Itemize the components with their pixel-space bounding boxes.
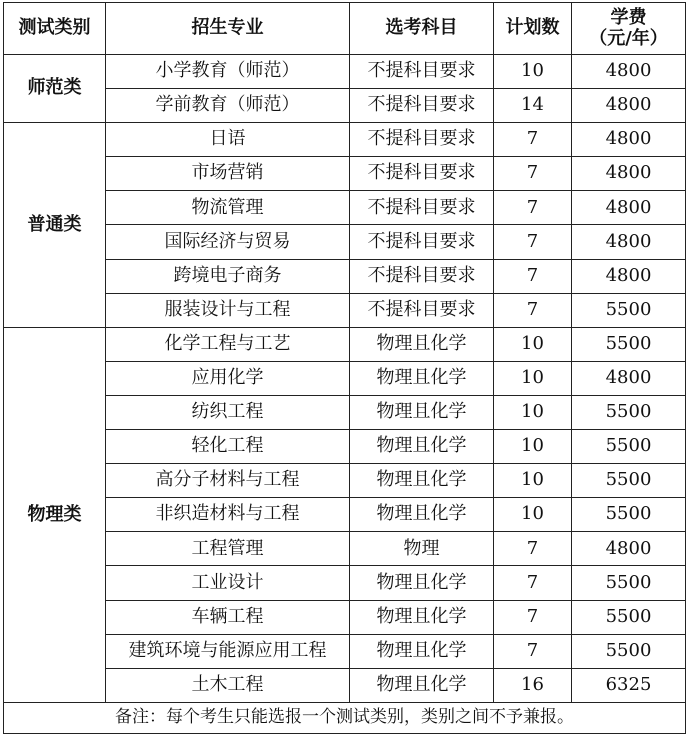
subjects-cell: 物理且化学: [350, 634, 494, 668]
table-row: [4, 327, 686, 361]
table-row: [4, 668, 686, 702]
fee-cell: 5500: [572, 498, 686, 532]
note-row: [4, 703, 686, 734]
subjects-cell: 物理且化学: [350, 361, 494, 395]
major-cell: 学前教育（师范）: [106, 89, 350, 123]
enrollment-table: [3, 2, 686, 734]
table-row: [4, 395, 686, 429]
category-cell: 普通类: [4, 123, 106, 328]
plan-cell: 7: [494, 566, 572, 600]
plan-cell: 7: [494, 123, 572, 157]
fee-cell: 5500: [572, 566, 686, 600]
subjects-cell: 物理且化学: [350, 430, 494, 464]
header-row: [4, 3, 686, 55]
major-cell: 跨境电子商务: [106, 259, 350, 293]
header-major: 招生专业: [106, 3, 350, 55]
plan-cell: 7: [494, 191, 572, 225]
table-row: [4, 600, 686, 634]
subjects-cell: 物理且化学: [350, 395, 494, 429]
fee-cell: 4800: [572, 157, 686, 191]
plan-cell: 7: [494, 532, 572, 566]
subjects-cell: 不提科目要求: [350, 123, 494, 157]
major-cell: 小学教育（师范）: [106, 55, 350, 89]
table-row: [4, 225, 686, 259]
major-cell: 车辆工程: [106, 600, 350, 634]
major-cell: 国际经济与贸易: [106, 225, 350, 259]
major-cell: 纺织工程: [106, 395, 350, 429]
fee-cell: 5500: [572, 600, 686, 634]
subjects-cell: 物理且化学: [350, 327, 494, 361]
subjects-cell: 物理且化学: [350, 668, 494, 702]
footnote: 备注：每个考生只能选报一个测试类别，类别之间不予兼报。: [4, 703, 686, 734]
table-row: [4, 293, 686, 327]
plan-cell: 7: [494, 600, 572, 634]
fee-cell: 4800: [572, 191, 686, 225]
header-fee-line1: 学费: [610, 6, 647, 28]
table-row: [4, 55, 686, 89]
plan-cell: 10: [494, 395, 572, 429]
plan-cell: 10: [494, 498, 572, 532]
fee-cell: 5500: [572, 464, 686, 498]
table-row: [4, 430, 686, 464]
major-cell: 非织造材料与工程: [106, 498, 350, 532]
plan-cell: 16: [494, 668, 572, 702]
table-row: [4, 259, 686, 293]
table-row: [4, 532, 686, 566]
table-row: [4, 566, 686, 600]
subjects-cell: 物理且化学: [350, 600, 494, 634]
plan-cell: 7: [494, 225, 572, 259]
plan-cell: 7: [494, 293, 572, 327]
plan-cell: 10: [494, 361, 572, 395]
major-cell: 高分子材料与工程: [106, 464, 350, 498]
category-cell: 师范类: [4, 55, 106, 123]
plan-cell: 10: [494, 55, 572, 89]
major-cell: 土木工程: [106, 668, 350, 702]
plan-cell: 10: [494, 327, 572, 361]
fee-cell: 5500: [572, 430, 686, 464]
table-row: [4, 89, 686, 123]
fee-cell: 4800: [572, 532, 686, 566]
plan-cell: 10: [494, 430, 572, 464]
fee-cell: 4800: [572, 123, 686, 157]
major-cell: 应用化学: [106, 361, 350, 395]
fee-cell: 6325: [572, 668, 686, 702]
table-row: [4, 634, 686, 668]
plan-cell: 7: [494, 634, 572, 668]
plan-cell: 10: [494, 464, 572, 498]
category-cell: 物理类: [4, 327, 106, 702]
fee-cell: 4800: [572, 89, 686, 123]
table-row: [4, 361, 686, 395]
fee-cell: 5500: [572, 634, 686, 668]
major-cell: 化学工程与工艺: [106, 327, 350, 361]
fee-cell: 5500: [572, 293, 686, 327]
subjects-cell: 物理: [350, 532, 494, 566]
table-body: [4, 55, 686, 703]
subjects-cell: 不提科目要求: [350, 225, 494, 259]
header-subjects: 选考科目: [350, 3, 494, 55]
fee-cell: 5500: [572, 395, 686, 429]
fee-cell: 4800: [572, 259, 686, 293]
subjects-cell: 不提科目要求: [350, 55, 494, 89]
table-row: [4, 123, 686, 157]
subjects-cell: 不提科目要求: [350, 157, 494, 191]
fee-cell: 4800: [572, 361, 686, 395]
plan-cell: 7: [494, 259, 572, 293]
fee-cell: 4800: [572, 225, 686, 259]
subjects-cell: 物理且化学: [350, 498, 494, 532]
header-fee-line2: （元/年）: [589, 27, 668, 49]
header-category: 测试类别: [4, 3, 106, 55]
header-fee: [572, 3, 686, 55]
subjects-cell: 物理且化学: [350, 566, 494, 600]
header-plan: 计划数: [494, 3, 572, 55]
plan-cell: 14: [494, 89, 572, 123]
subjects-cell: 不提科目要求: [350, 293, 494, 327]
major-cell: 市场营销: [106, 157, 350, 191]
table-row: [4, 191, 686, 225]
fee-cell: 4800: [572, 55, 686, 89]
fee-cell: 5500: [572, 327, 686, 361]
plan-cell: 7: [494, 157, 572, 191]
subjects-cell: 不提科目要求: [350, 191, 494, 225]
subjects-cell: 物理且化学: [350, 464, 494, 498]
major-cell: 建筑环境与能源应用工程: [106, 634, 350, 668]
major-cell: 工业设计: [106, 566, 350, 600]
major-cell: 工程管理: [106, 532, 350, 566]
major-cell: 日语: [106, 123, 350, 157]
table-row: [4, 157, 686, 191]
major-cell: 轻化工程: [106, 430, 350, 464]
table-row: [4, 464, 686, 498]
subjects-cell: 不提科目要求: [350, 259, 494, 293]
major-cell: 服装设计与工程: [106, 293, 350, 327]
major-cell: 物流管理: [106, 191, 350, 225]
table-row: [4, 498, 686, 532]
subjects-cell: 不提科目要求: [350, 89, 494, 123]
